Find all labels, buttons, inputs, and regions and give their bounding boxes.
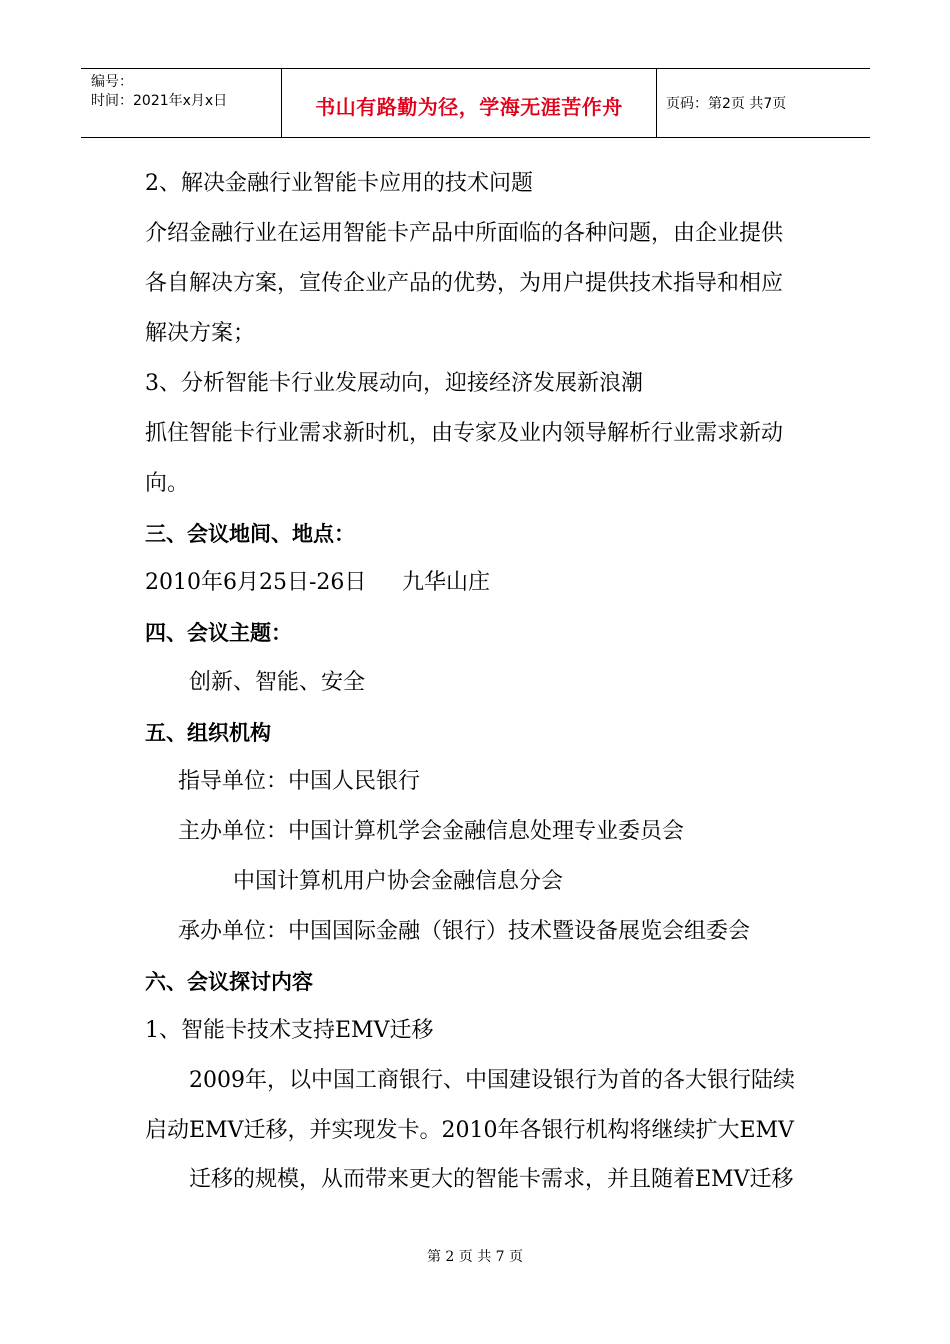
document-date-label: 时间：2021年x月x日 bbox=[91, 93, 228, 109]
paragraph-line: 向。 bbox=[145, 471, 190, 496]
paragraph-line: 介绍金融行业在运用智能卡产品中所面临的各种问题，由企业提供 bbox=[145, 221, 784, 246]
page-footer: 第 2 页 共 7 页 bbox=[426, 1249, 524, 1265]
header-page-info: 页码：第2页 共7页 bbox=[666, 96, 787, 112]
section-heading-time-place: 三、会议地间、地点： bbox=[145, 522, 355, 546]
meeting-date: 2010年6月25日-26日 bbox=[145, 570, 367, 595]
host-unit-secondary: 中国计算机用户协会金融信息分会 bbox=[233, 869, 564, 894]
paragraph-line: 各自解决方案，宣传企业产品的优势，为用户提供技术指导和相应 bbox=[145, 271, 784, 296]
organizer-unit: 承办单位：中国国际金融（银行）技术暨设备展览会组委会 bbox=[178, 919, 751, 944]
paragraph-line: 启动EMV迁移，并实现发卡。2010年各银行机构将继续扩大EMV bbox=[145, 1118, 794, 1143]
header-motto-cell bbox=[281, 69, 657, 137]
paragraph-line: 2009年，以中国工商银行、中国建设银行为首的各大银行陆续 bbox=[189, 1068, 795, 1093]
section-2-heading: 2、解决金融行业智能卡应用的技术问题 bbox=[145, 171, 533, 196]
guide-unit: 指导单位：中国人民银行 bbox=[178, 769, 421, 794]
host-unit: 主办单位：中国计算机学会金融信息处理专业委员会 bbox=[178, 819, 685, 844]
section-heading-discussion: 六、会议探讨内容 bbox=[145, 970, 313, 994]
header-meta-cell bbox=[81, 69, 281, 137]
meeting-place: 九华山庄 bbox=[402, 570, 491, 595]
meeting-theme: 创新、智能、安全 bbox=[189, 670, 366, 695]
section-3-subheading: 3、分析智能卡行业发展动向，迎接经济发展新浪潮 bbox=[145, 371, 643, 396]
paragraph-line: 迁移的规模，从而带来更大的智能卡需求，并且随着EMV迁移 bbox=[189, 1167, 794, 1192]
discussion-subheading: 1、智能卡技术支持EMV迁移 bbox=[145, 1018, 434, 1043]
document-header bbox=[81, 68, 870, 138]
section-heading-organization: 五、组织机构 bbox=[145, 721, 271, 745]
paragraph-line: 抓住智能卡行业需求新时机，由专家及业内领导解析行业需求新动 bbox=[145, 421, 784, 446]
paragraph-line: 解决方案； bbox=[145, 321, 256, 346]
document-number-label: 编号： bbox=[91, 74, 133, 90]
header-page-cell bbox=[656, 69, 870, 137]
header-motto: 书山有路勤为径，学海无涯苦作舟 bbox=[315, 95, 623, 119]
section-heading-theme: 四、会议主题： bbox=[145, 621, 292, 645]
